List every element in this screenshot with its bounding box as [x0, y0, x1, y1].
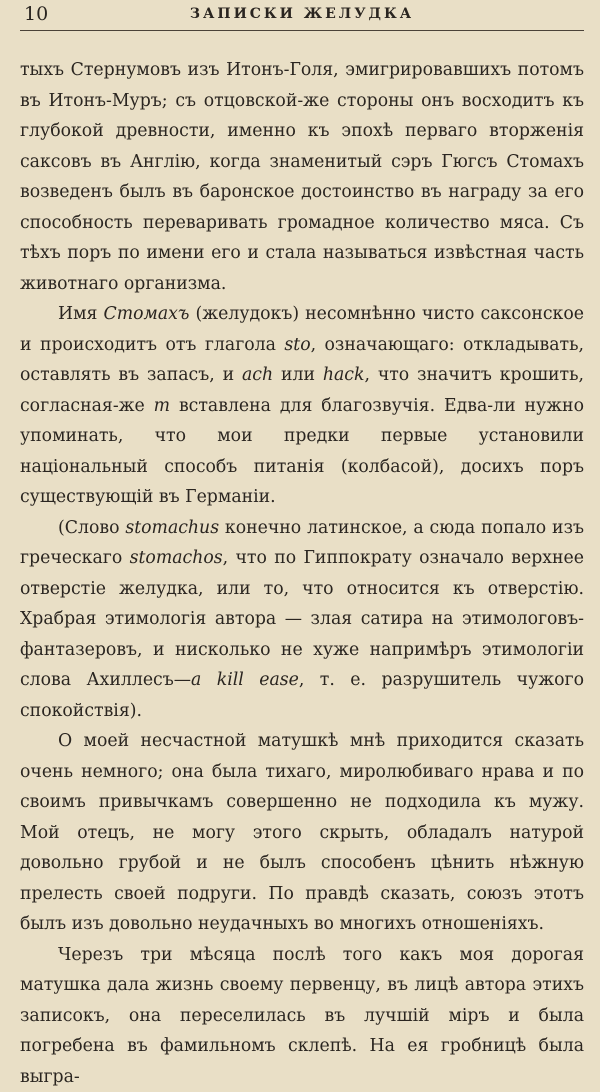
paragraph	[20, 55, 584, 299]
italic-text: ach	[242, 365, 273, 385]
text-run: тыхъ Стернумовъ изъ Итонъ-Голя, эмигрировавшихъ потомъ въ Итонъ-Муръ; съ отцовской-же стороны онъ восходитъ къ глубокой древности, именно къ эпохѣ перваго вторженія саксовъ въ Англію, когда знаменитый сэръ Гюгсъ Стомахъ возведенъ былъ въ баронское достоинство въ награду за его способность переваривать громадное количество мяса. Съ тѣхъ поръ по имени его и стала называться извѣстная часть животнаго организма.	[20, 60, 584, 294]
italic-text: Стомахъ	[103, 304, 189, 324]
italic-text: a kill ease	[191, 670, 299, 690]
running-title: ЗАПИСКИ ЖЕЛУДКА	[20, 6, 584, 22]
text-run: , т. е. разрушитель чужого спокойствія).	[20, 670, 584, 721]
text-run: О моей несчастной матушкѣ мнѣ приходится сказать очень немного; она была тихаго, миролюбиваго нрава и по своимъ привычкамъ совершенно не подходила къ мужу. Мой отецъ, не могу этого скрыть, обладалъ натурой довольно грубой и не былъ способенъ цѣнить нѣжную прелесть своей подруги. По правдѣ сказать, союзъ этотъ былъ изъ довольно неудачныхъ во многихъ отношеніяхъ.	[20, 731, 584, 934]
page-header	[20, 0, 584, 31]
italic-text: m	[154, 396, 170, 416]
body-text	[20, 55, 584, 1092]
text-run: или	[273, 365, 323, 385]
paragraph	[20, 940, 584, 1092]
italic-text: stomachus	[125, 518, 219, 538]
page-number: 10	[24, 3, 48, 25]
text-run: Имя	[58, 304, 103, 324]
text-run: конечно латинское, а сюда попало изъ греческаго	[20, 518, 584, 569]
paragraph	[20, 513, 584, 727]
paragraph	[20, 726, 584, 940]
text-run: (Слово	[58, 518, 125, 538]
text-run: , что значитъ крошить, согласная-же	[20, 365, 584, 416]
text-run: (желудокъ) несомнѣнно чисто саксонское и происходитъ отъ глагола	[20, 304, 584, 355]
text-run: вставлена для благозвучія. Едва-ли нужно упоминать, что мои предки первые установили національный способъ питанія (колбасой), досихъ поръ существующій въ Германіи.	[20, 396, 584, 508]
italic-text: stomachos	[130, 548, 223, 568]
italic-text: hack	[323, 365, 365, 385]
italic-text: sto	[284, 335, 310, 355]
text-run: Черезъ три мѣсяца послѣ того какъ моя дорогая матушка дала жизнь своему первенцу, въ лицѣ автора этихъ записокъ, она переселилась въ лучшій міръ и была погребена въ фамильномъ склепѣ. На ея гробницѣ была выгра-	[20, 945, 584, 1087]
text-run: , что по Гиппократу означало верхнее отверстіе желудка, или то, что относится къ отверстію. Храбрая этимологія автора — злая сатира на этимологовъ-фантазеровъ, и нисколько не хуже напримѣръ этимологіи слова Ахиллесъ—	[20, 548, 584, 690]
text-run: , означающаго: откладывать, оставлять въ запасъ, и	[20, 335, 584, 386]
paragraph	[20, 299, 584, 513]
